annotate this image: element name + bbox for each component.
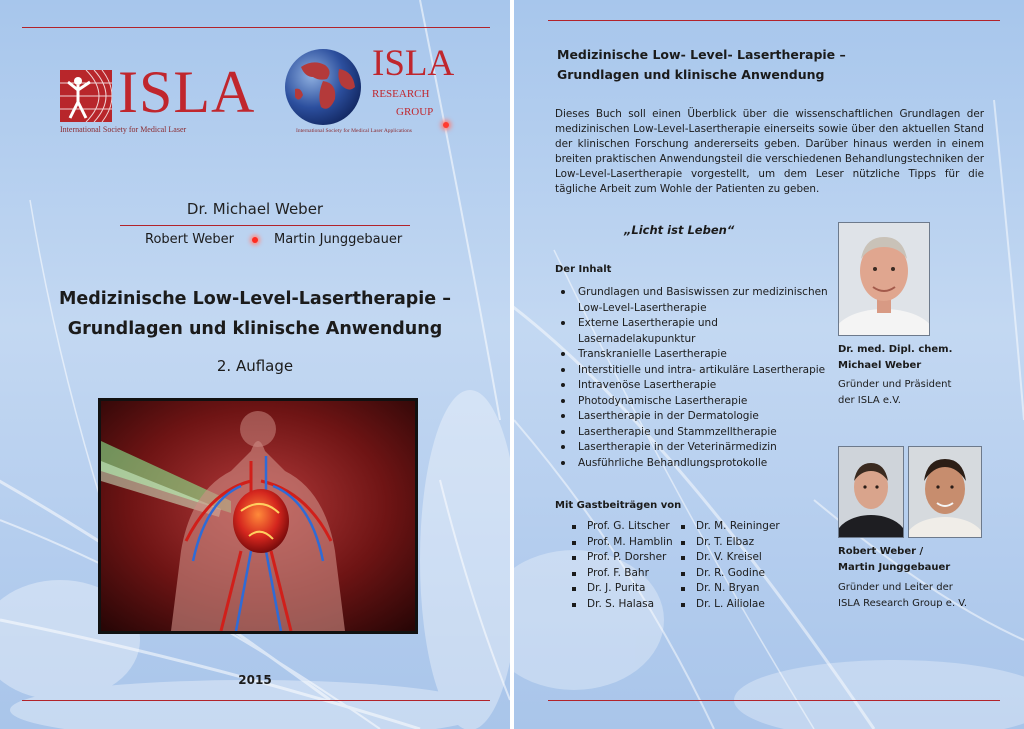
book-description: Dieses Buch soll einen Überblick über die wissenschaftlichen Grundlagen der medizinischen Low-Level-Lasertherapie einerseits sowie über den aktuellen Stand der klinischen Forschung andererseits geben. Darüber hinaus werden in einem breiten praktischen Anwendungsteil die verschiedenen Behandlungstechniken der Low-Level-Lasertherapie vorgestellt, um dem Leser nützliche Tipps für die tägliche Arbeit zum Wohle der Patienten zu geben. <box>555 108 984 195</box>
isla-logo-subtitle: International Society for Medical Laser <box>60 125 187 134</box>
list-item: Dr. J. Purita <box>570 581 673 597</box>
vitruvian-man-icon <box>60 70 112 122</box>
list-item: Prof. M. Hamblin <box>570 535 673 551</box>
coauthor-2: Martin Junggebauer <box>274 232 403 247</box>
author1-name-line1: Dr. med. Dipl. chem. <box>838 344 953 355</box>
authors2-role-line1: Gründer und Leiter der <box>838 582 953 593</box>
author-rule <box>120 225 410 226</box>
back-title-line1: Medizinische Low- Level- Lasertherapie – <box>557 47 846 62</box>
main-author: Dr. Michael Weber <box>186 200 324 218</box>
cover-illustration <box>98 398 418 634</box>
list-item: Photodynamische Lasertherapie <box>556 394 856 410</box>
list-item: Prof. P. Dorsher <box>570 550 673 566</box>
list-item: Ausführliche Behandlungsprotokolle <box>556 456 856 472</box>
top-rule <box>22 27 490 28</box>
list-item: Dr. L. Ailiolae <box>679 597 780 613</box>
isla-logo-emblem <box>60 70 112 122</box>
list-item: Dr. M. Reininger <box>679 519 780 535</box>
authors2-role-line2: ISLA Research Group e. V. <box>838 598 968 609</box>
laser-dot-separator-icon <box>252 237 258 243</box>
author1-role-line1: Gründer und Präsident <box>838 379 952 390</box>
list-item: Lasernadelakupunktur <box>578 332 696 345</box>
list-item: Grundlagen und Basiswissen zur medizinischen <box>556 285 856 301</box>
contents-heading: Der Inhalt <box>555 264 612 275</box>
bottom-rule <box>22 700 490 701</box>
author1-role-line2: der ISLA e.V. <box>838 395 901 406</box>
list-item: Lasertherapie in der Veterinärmedizin <box>556 440 856 456</box>
cover-title-line1: Medizinische Low-Level-Lasertherapie – <box>58 289 452 309</box>
coauthor-1: Robert Weber <box>145 232 234 247</box>
authors2-name-line1: Robert Weber / <box>838 546 924 557</box>
list-item: Dr. S. Halasa <box>570 597 673 613</box>
globe-icon <box>283 47 363 127</box>
laser-dot-icon <box>443 122 449 128</box>
guests-heading: Mit Gastbeiträgen von <box>555 500 682 511</box>
bottom-rule <box>548 700 1000 701</box>
list-item: Dr. T. Elbaz <box>679 535 780 551</box>
list-item: Dr. N. Bryan <box>679 581 780 597</box>
list-item: Dr. V. Kreisel <box>679 550 780 566</box>
edition: 2. Auflage <box>216 357 294 375</box>
list-item: Dr. R. Godine <box>679 566 780 582</box>
author-photo-martin-junggebauer <box>908 446 982 538</box>
top-rule <box>548 20 1000 21</box>
list-item: Low-Level-Lasertherapie <box>578 301 707 314</box>
list-item: Intravenöse Lasertherapie <box>556 378 856 394</box>
authors2-name-line2: Martin Junggebauer <box>838 562 951 573</box>
list-item: Lasertherapie und Stammzelltherapie <box>556 425 856 441</box>
contents-list <box>556 285 856 471</box>
back-title-line2: Grundlagen und klinische Anwendung <box>557 67 825 82</box>
cover-title-line2: Grundlagen und klinische Anwendung <box>67 319 443 339</box>
research-logo-line3: group <box>396 102 434 119</box>
research-logo-subtitle: International Society for Medical Laser Applications <box>296 128 412 134</box>
list-item: Externe Lasertherapie und <box>556 316 856 332</box>
list-item: Lasertherapie in der Dermatologie <box>556 409 856 425</box>
list-item: Interstitielle und intra- artikuläre Lasertherapie <box>556 363 856 379</box>
list-item: Prof. G. Litscher <box>570 519 673 535</box>
front-cover <box>0 0 510 729</box>
author-photo-michael-weber <box>838 222 930 336</box>
motto: „Licht ist Leben“ <box>624 223 735 237</box>
research-logo-wordmark: ISLA <box>372 43 455 84</box>
author-photo-robert-weber <box>838 446 904 538</box>
research-logo-line2: research <box>372 84 430 101</box>
publication-year: 2015 <box>238 673 272 687</box>
back-cover <box>514 0 1024 729</box>
author1-name-line2: Michael Weber <box>838 360 922 371</box>
guests-list-col2 <box>679 519 780 612</box>
anatomy-heart-image <box>101 401 415 631</box>
list-item: Transkranielle Lasertherapie <box>556 347 856 363</box>
list-item: Prof. F. Bahr <box>570 566 673 582</box>
isla-logo-wordmark: ISLA <box>118 59 256 125</box>
guests-list-col1 <box>570 519 673 612</box>
